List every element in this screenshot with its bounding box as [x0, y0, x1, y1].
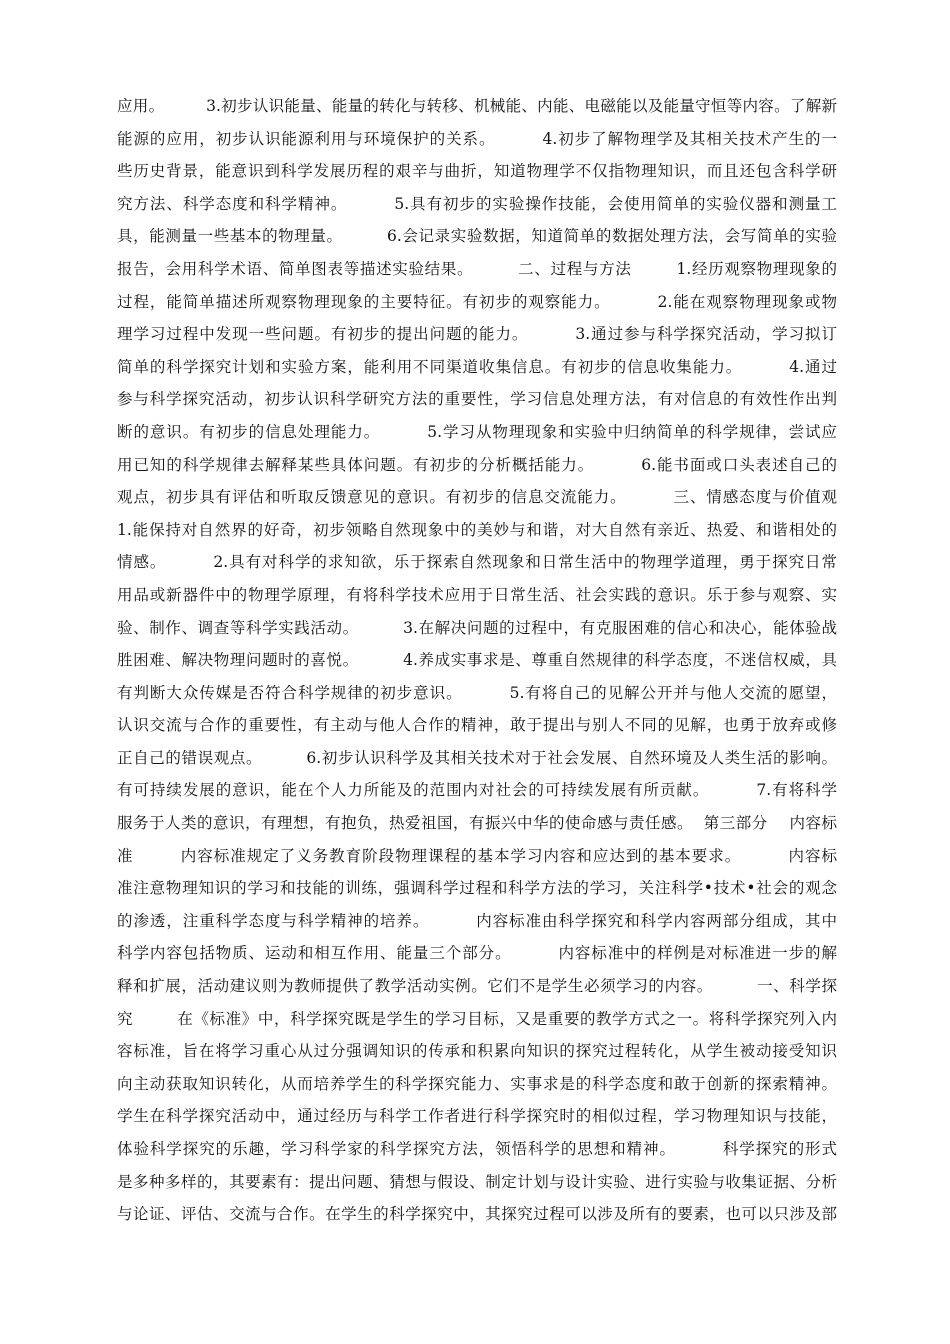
text-line: 准 内容标准规定了义务教育阶段物理课程的基本学习内容和应达到的基本要求。 内容标 [117, 846, 837, 865]
text-line: 应用。 3.初步认识能量、能量的转化与转移、机械能、内能、电磁能以及能量守恒等内容。了解新 [117, 97, 837, 115]
body-text [117, 90, 837, 1231]
text-line: 简单的科学探究计划和实验方案，能利用不同渠道收集信息。有初步的信息收集能力。 4.通过 [117, 357, 837, 376]
text-line: 认识交流与合作的重要性，有主动与他人合作的精神，敢于提出与别人不同的见解，也勇于放弃或修 [117, 716, 837, 735]
text-line: 有判断大众传媒是否符合科学规律的初步意识。 5.有将自己的见解公开并与他人交流的愿望， [117, 683, 837, 702]
text-line: 学生在科学探究活动中，通过经历与科学工作者进行科学探究时的相似过程，学习物理知识与技能， [117, 1107, 837, 1126]
text-line: 观点，初步具有评估和听取反馈意见的意识。有初步的信息交流能力。 三、情感态度与价值观 [117, 488, 837, 507]
text-line: 理学习过程中发现一些问题。有初步的提出问题的能力。 3.通过参与科学探究活动，学习拟订 [117, 325, 837, 344]
text-line: 断的意识。有初步的信息处理能力。 5.学习从物理现象和实验中归纳简单的科学规律，尝试应 [117, 422, 837, 441]
text-line: 准注意物理知识的学习和技能的训练，强调科学过程和科学方法的学习，关注科学•技术•社会的观念 [117, 879, 837, 898]
text-line: 能源的应用，初步认识能源利用与环境保护的关系。 4.初步了解物理学及其相关技术产生的一 [117, 129, 837, 148]
text-line: 是多种多样的，其要素有：提出问题、猜想与假设、制定计划与设计实验、进行实验与收集证据、分析 [117, 1172, 837, 1191]
text-line: 胜困难、解决物理问题时的喜悦。 4.养成实事求是、尊重自然规律的科学态度，不迷信权威，具 [117, 651, 837, 670]
text-line: 容标准，旨在将学习重心从过分强调知识的传承和积累向知识的探究过程转化，从学生被动接受知识 [117, 1042, 837, 1061]
text-line: 用品或新器件中的物理学原理，有将科学技术应用于日常生活、社会实践的意识。乐于参与观察、实 [117, 585, 837, 604]
text-line: 有可持续发展的意识，能在个人力所能及的范围内对社会的可持续发展有所贡献。 7.有将科学 [117, 781, 837, 800]
text-line: 1.能保持对自然界的好奇，初步领略自然现象中的美妙与和谐，对大自然有亲近、热爱、和谐相处的 [117, 520, 837, 539]
text-line: 的渗透，注重科学态度与科学精神的培养。 内容标准由科学探究和科学内容两部分组成，其中 [117, 911, 837, 930]
text-line: 体验科学探究的乐趣，学习科学家的科学探究方法，领悟科学的思想和精神。 科学探究的形式 [117, 1140, 837, 1158]
text-line: 究 在《标准》中，科学探究既是学生的学习目标，又是重要的教学方式之一。将科学探究列入内 [117, 1009, 837, 1028]
text-line: 具，能测量一些基本的物理量。 6.会记录实验数据，知道简单的数据处理方法，会写简单的实验 [117, 227, 837, 246]
text-line: 服务于人类的意识，有理想，有抱负，热爱祖国，有振兴中华的使命感与责任感。 第三部分 内容标 [117, 814, 837, 833]
text-line: 过程，能简单描述所观察物理现象的主要特征。有初步的观察能力。 2.能在观察物理现象或物 [117, 292, 837, 311]
text-line: 参与科学探究活动，初步认识科学研究方法的重要性，学习信息处理方法，有对信息的有效性作出判 [117, 390, 837, 409]
text-line: 与论证、评估、交流与合作。在学生的科学探究中，其探究过程可以涉及所有的要素，也可以只涉及部 [117, 1205, 837, 1224]
text-line: 向主动获取知识转化，从而培养学生的科学探究能力、实事求是的科学态度和敢于创新的探索精神。 [117, 1074, 837, 1093]
text-line: 用已知的科学规律去解释某些具体问题。有初步的分析概括能力。 6.能书面或口头表述自己的 [117, 455, 837, 474]
text-line: 释和扩展，活动建议则为教师提供了教学活动实例。它们不是学生必须学习的内容。 一、科学探 [117, 977, 837, 996]
text-line: 情感。 2.具有对科学的求知欲，乐于探索自然现象和日常生活中的物理学道理，勇于探究日常 [117, 553, 837, 572]
text-line: 些历史背景，能意识到科学发展历程的艰辛与曲折，知道物理学不仅指物理知识，而且还包含科学研 [117, 162, 837, 181]
text-line: 科学内容包括物质、运动和相互作用、能量三个部分。 内容标准中的样例是对标准进一步的解 [117, 944, 837, 963]
text-line: 验、制作、调查等科学实践活动。 3.在解决问题的过程中，有克服困难的信心和决心，能体验战 [117, 618, 837, 637]
text-line: 报告，会用科学术语、简单图表等描述实验结果。 二、过程与方法 1.经历观察物理现象的 [117, 259, 837, 278]
text-line: 究方法、科学态度和科学精神。 5.具有初步的实验操作技能，会使用简单的实验仪器和测量工 [117, 194, 837, 213]
text-line: 正自己的错误观点。 6.初步认识科学及其相关技术对于社会发展、自然环境及人类生活的影响。 [117, 748, 837, 767]
